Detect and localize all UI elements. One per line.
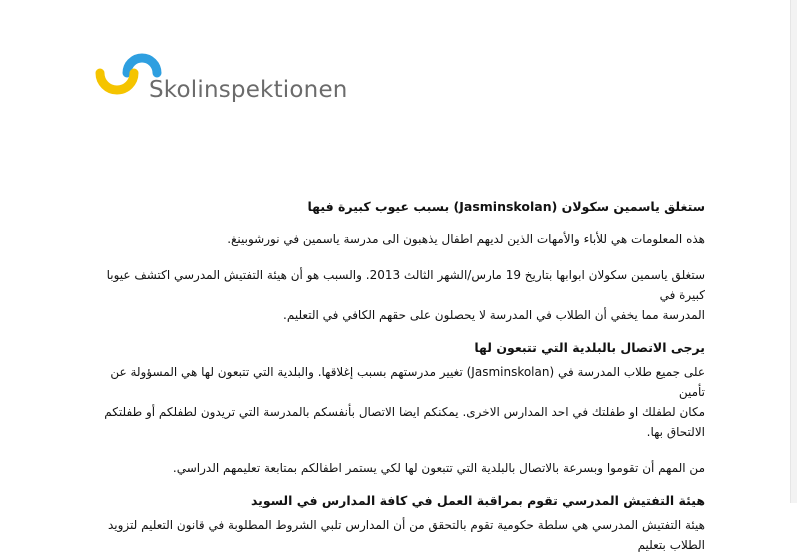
paragraph-line: على جميع طلاب المدرسة في (Jasminskolan) تغيير مدرستهم بسبب إغلاقها. والبلدية التي تتبعون لها هي المسؤولة عن تأمين <box>110 365 705 399</box>
paragraph-line: ستغلق ياسمين سكولان ابوابها بتاريخ 19 مارس/الشهر الثالث 2013. والسبب هو أن هيئة التفتيش المدرسي اكتشف عيوبا كبيرة في <box>106 268 705 302</box>
paragraph-line: مكان لطفلك او طفلتك في احد المدارس الاخرى. يمكنكم ايضا الاتصال بأنفسكم بالمدرسة التي تريدون لطفلكم أو طفلتكم الالتحاق بها. <box>104 405 705 439</box>
vertical-scrollbar[interactable] <box>790 0 797 503</box>
paragraph-line: من المهم أن تقوموا وبسرعة بالاتصال بالبلدية التي تتبعون لها لكي يستمر اطفالكم بمتابعة تعليمهم الدراسي. <box>172 461 705 475</box>
section-heading: يرجى الاتصال بالبلدية التي تتبعون لها <box>474 340 705 355</box>
intro-paragraph: هذه المعلومات هي للأباء والأمهات الذين لديهم اطفال يذهبون الى مدرسة ياسمين في نورشوبينغ. <box>227 232 705 246</box>
section-heading: هيئة التفتيش المدرسي تقوم بمراقبة العمل في كافة المدارس في السويد <box>250 493 705 508</box>
paragraph-line: هيئة التفتيش المدرسي هي سلطة حكومية تقوم بالتحقق من أن المدارس تلبي الشروط المطلوبة في قانون التعليم لتزويد الطلاب بتعليم <box>107 518 705 552</box>
document-body <box>95 198 705 555</box>
paragraph-line: المدرسة مما يخفي أن الطلاب في المدرسة لا يحصلون على حقهم الكافي في التعليم. <box>283 308 705 322</box>
logo-brand-text: Skolinspektionen <box>149 77 348 103</box>
document-title: ستغلق ياسمين سكولان (Jasminskolan) بسبب عيوب كبيرة فيها <box>307 199 705 214</box>
skolinspektionen-logo <box>95 47 348 117</box>
